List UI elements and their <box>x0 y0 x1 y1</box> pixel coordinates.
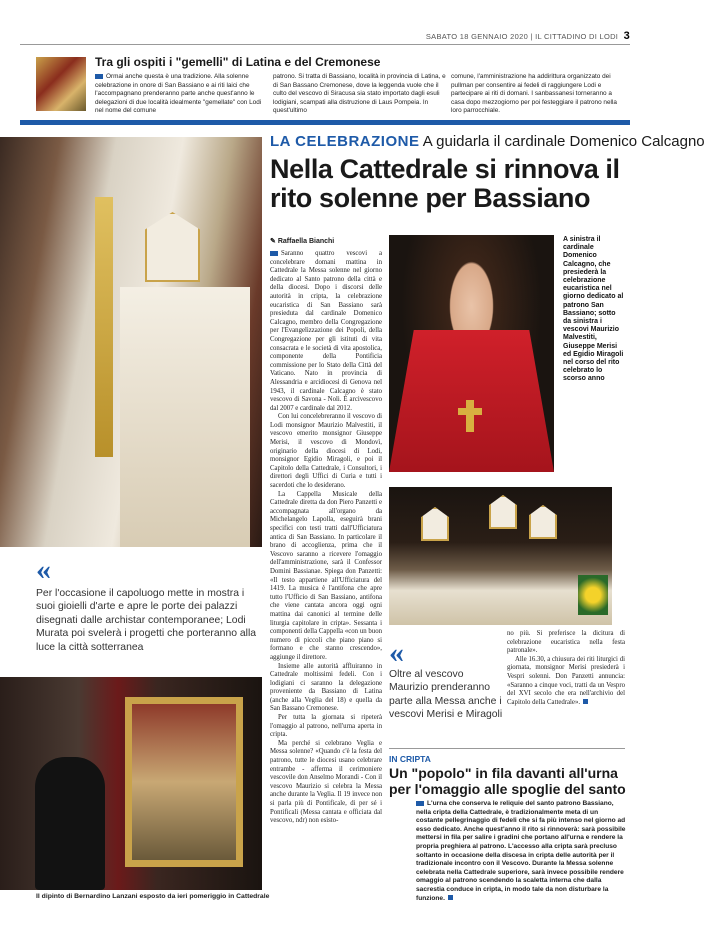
issue-date: SABATO 18 GENNAIO 2020 <box>425 32 529 41</box>
vestment-shape <box>120 287 250 547</box>
article-paragraph: Ma perché si celebrano Veglia e Messa solenne? «Quando c'è la festa del patrono, tutte le diocesi usano celebrare entrambe - afferma il cerimoniere vescovile don Anselmo Morandi - Con il vescovo Maurizio si celebra la Messa anche durante la Veglia. Il 19 invece non si parla più di Pontificale, di per sé i Pontificali (Messa cantata e officiata dal vescovo, ndr) non esisto- <box>270 739 382 825</box>
pull-quote-2 <box>389 636 504 722</box>
pectoral-cross-shape <box>466 400 474 432</box>
photo-painting-crypt <box>0 677 262 890</box>
pectoral-cross-bar <box>458 408 482 415</box>
brief-column-3: comune, l'amministrazione ha addirittura organizzato dei pullman per consentire ai fedeli di raggiungere Lodi e partecipare ai riti di domani. I sanbassanesi torneranno a casa dopo mezzogiorno per poi festeggiare il patrono nella loro parrocchiale. <box>451 73 617 115</box>
article-column-2 <box>507 630 625 707</box>
publication-name: IL CITTADINO DI LODI <box>535 32 619 41</box>
article-kicker <box>270 133 705 150</box>
crypt-text: L'urna che conserva le reliquie del santo patrono Bassiano, nella cripta della Cattedrale, è tradizionalmente meta di un costante pellegrinaggio di fedeli che si fa più intenso nel giorno ad esso dedicato. Anche quest'anno il rito si rinnoverà: sarà possibile mettersi in fila per salire i gradini che portano all'urna e rendere la propria preghiera al patrono. L'accesso alla cripta sarà precluso soltanto in occasione della discesa in cripta delle autorità per il tradizionale incontro con il Vescovo. Durante la Messa solenne celebrata nella Cattedrale superiore, sarà invece possibile rendere omaggio al patrono scendendo la scaletta interna che dalla sacrestia conduce in cripta, in modo tale da non disturbare la funzione. <box>416 800 626 902</box>
byline <box>270 237 334 245</box>
crypt-rule <box>389 748 625 749</box>
photo-caption: Il dipinto di Bernardino Lanzani esposto da ieri pomeriggio in Cattedrale <box>36 893 270 900</box>
mitre-3 <box>529 505 557 539</box>
article-paragraph-last: Alle 16.30, a chiusura dei riti liturgici di giornata, monsignor Merisi presiederà i Vespri solenni. Don Panzetti annuncia: «Saranno a cinque voci, tratti da un Vespro del XVI secolo che era nell'archivio del Capitolo della Cattedrale». <box>507 655 625 706</box>
brief-thumbnail <box>36 57 86 111</box>
end-marker <box>448 895 453 900</box>
article-column-1 <box>270 250 382 826</box>
kicker-subtitle: A guidarla il cardinale Domenico Calcagno <box>422 133 705 150</box>
author-icon: ✎ <box>270 238 276 245</box>
brief-title: Tra gli ospiti i "gemelli" di Latina e del Cremonese <box>95 55 381 69</box>
pull-quote-text: Oltre al vescovo Maurizio prenderanno parte alla Messa anche i vescovi Merisi e Miragoli <box>389 669 503 721</box>
mitre-1 <box>421 507 449 541</box>
painting-frame <box>125 697 243 867</box>
photo-cardinal <box>389 235 554 472</box>
crypt-body <box>416 800 626 903</box>
article-paragraph: Per tutta la giornata si ripeterà l'omaggio al patrono, nell'urna aperta in cripta. <box>270 714 382 739</box>
article-paragraph: La Cappella Musicale della Cattedrale diretta da don Piero Panzetti e accompagnata all'organo da Michelangelo Lapolla, eseguirà brani specifici con testi tratti dall'Ufficiatura antica di San Bassiano. In particolare il brano di accoglienza, prima che il Vescovo saranno a ricevere l'omaggio dell'amministrazione, sarà il Confessor Domini Bassianae. Spiega don Panzetti: «Il testo appartiene all'Ufficiatura del 1419. La musica è l'antifona che apre tutto l'Ufficio di San Bassiano, antifona che viene cantata ancora oggi ogni mattina dai canonici al termine delle liturgia capitolare in cripta». Sessanta i componenti della Cappella «con un buon numero di piccoli che piano piano si formano e che stanno crescendo», aggiunge il direttore. <box>270 490 382 661</box>
article-paragraph: Con lui concelebreranno il vescovo di Lodi monsignor Maurizio Malvestiti, il vescovo emerito monsignor Giuseppe Merisi, il vescovo di Mondovì, originario della diocesi di Lodi, monsignor Egidio Miragoli, e poi il Capitolo della Cattedrale, i Consultori, i direttori degli Uffici di Curia e tutti i sacerdoti che lo desiderano. <box>270 413 382 490</box>
flowers-shape <box>578 575 608 615</box>
page-number: 3 <box>623 30 630 42</box>
mitre-shape <box>145 212 200 282</box>
article-headline: Nella Cattedrale si rinnova il rito solenne per Bassiano <box>270 154 620 213</box>
header-rule <box>20 44 630 45</box>
brief-column-1 <box>95 73 270 116</box>
brief-column-2: patrono. Si tratta di Bassiano, località in provincia di Latina, e di San Bassano Cremonese, dove la leggenda vuole che il culto del vescovo di Siracusa sia stato importato dagli esuli lodigiani, scampati alla distruzione di Laus Pompeia. In quest'ultimo <box>273 73 446 115</box>
article-paragraph: Saranno quattro vescovi a concelebrare domani mattina in Cattedrale la Messa solenne nel giorno dedicato al Santo patrono della città e della diocesi. Dopo i discorsi delle autorità in cripta, la celebrazione eucaristica di San Bassiano sarà presieduta dal cardinale Domenico Calcagno, membro della Congregazione per l'Evangelizzazione dei Popoli, della Congregazione per gli istituti di vita consacrata e le società di vita apostolica, componente della Pontificia commissione per lo Stato della Città del Vaticano. Nato in provincia di Alessandria e arcidiocesi di Genova nel 1943, il cardinale Calcagno è stato vescovo di Savona - Noli. È arcivescovo dal 2007 e cardinale dal 2012. <box>270 250 382 412</box>
quote-glyph: « <box>36 553 51 586</box>
page-folio <box>426 30 630 42</box>
kicker-label: LA CELEBRAZIONE <box>270 133 420 150</box>
pull-quote-1 <box>36 553 266 654</box>
photo-three-bishops <box>389 487 612 625</box>
mitre-2 <box>489 495 517 529</box>
pull-quote-text: Per l'occasione il capoluogo mette in mostra i suoi gioielli d'arte e apre le porte dei palazzi disegnati dalle archistar contemporanee; Lodi Murata poi svelerà i progetti che porteranno alla luce la città sotterranea <box>36 588 257 653</box>
photo-bishop-altar <box>0 137 262 547</box>
crozier-shape <box>95 197 113 457</box>
article-paragraph: Insieme alle autorità affluiranno in Cattedrale moltissimi fedeli. Con i lodigiani ci saranno la delegazione proveniente da Bassiano di Latina (anche alla Veglia del 18) e quella da San Bassano Cremonese. <box>270 662 382 713</box>
crypt-kicker: IN CRIPTA <box>389 754 431 764</box>
paragraph-marker <box>416 801 424 806</box>
quote-glyph: « <box>389 636 404 669</box>
end-marker <box>583 699 588 704</box>
paragraph-marker <box>95 74 103 79</box>
author-name: Raffaella Bianchi <box>277 238 335 245</box>
folio-separator: | <box>530 32 533 41</box>
visitor-silhouette <box>35 757 105 890</box>
photo-side-caption: A sinistra il cardinale Domenico Calcagno, che presiederà la celebrazione eucaristica nel giorno dedicato al patrono San Bassiano; sotto da sinistra i vescovi Maurizio Malvestiti, Giuseppe Merisi ed Egidio Miragoli nel corso del rito celebrato lo scorso anno <box>563 236 624 383</box>
crypt-headline: Un "popolo" in fila davanti all'urna per l'omaggio alle spoglie del santo <box>389 765 626 797</box>
section-bar <box>20 120 630 125</box>
brief-text-1: Ormai anche questa è una tradizione. Alla solenne celebrazione in onore di San Bassiano e ai riti laici che l'accompagnano prenderanno parte anche quest'anno le delegazioni di due località idealmente "gemellate" con Lodi nel nome del comune <box>95 73 262 115</box>
article-paragraph: no più. Si preferisce la dicitura di celebrazione eucaristica nella festa patronale». <box>507 630 625 655</box>
paragraph-marker <box>270 251 278 256</box>
